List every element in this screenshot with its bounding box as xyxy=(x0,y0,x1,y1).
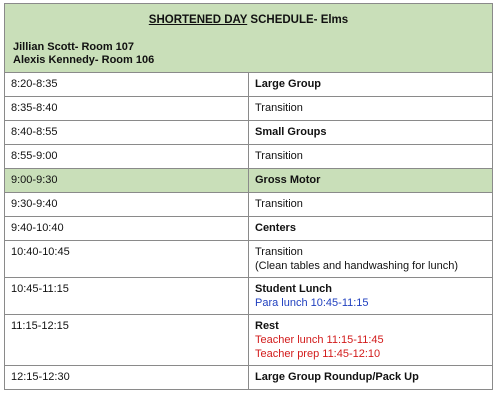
time-cell: 11:15-12:15 xyxy=(5,315,249,366)
table-row xyxy=(5,193,493,217)
activity-cell: Transition xyxy=(249,97,493,121)
teacher-lunch-note: Teacher lunch 11:15-11:45 xyxy=(255,334,384,346)
activity-cell xyxy=(249,315,493,366)
table-row xyxy=(5,366,493,390)
time-cell: 12:15-12:30 xyxy=(5,366,249,390)
table-row xyxy=(5,217,493,241)
schedule-table xyxy=(4,3,493,390)
activity-cell: Gross Motor xyxy=(249,169,493,193)
activity-cell: Large Group xyxy=(249,73,493,97)
activity-label: Student Lunch xyxy=(255,283,332,295)
table-row xyxy=(5,145,493,169)
time-cell: 8:35-8:40 xyxy=(5,97,249,121)
time-cell: 9:30-9:40 xyxy=(5,193,249,217)
activity-label: Transition xyxy=(255,246,303,258)
activity-note: (Clean tables and handwashing for lunch) xyxy=(255,260,459,272)
activity-cell xyxy=(249,278,493,315)
teacher-prep-note: Teacher prep 11:45-12:10 xyxy=(255,348,381,360)
activity-cell: Small Groups xyxy=(249,121,493,145)
schedule-title xyxy=(13,13,484,27)
time-cell: 8:55-9:00 xyxy=(5,145,249,169)
title-rest: SCHEDULE- Elms xyxy=(247,14,349,26)
table-row xyxy=(5,315,493,366)
activity-cell: Transition xyxy=(249,193,493,217)
activity-cell: Centers xyxy=(249,217,493,241)
title-underlined: SHORTENED DAY xyxy=(148,14,248,26)
header-cell xyxy=(5,4,493,73)
teacher-1: Jillian Scott- Room 107 xyxy=(13,41,135,53)
time-cell: 8:20-8:35 xyxy=(5,73,249,97)
activity-cell xyxy=(249,241,493,278)
time-cell: 10:40-10:45 xyxy=(5,241,249,278)
table-row xyxy=(5,121,493,145)
activity-label: Rest xyxy=(255,320,279,332)
table-row xyxy=(5,73,493,97)
table-row xyxy=(5,97,493,121)
para-lunch-note: Para lunch 10:45-11:15 xyxy=(255,297,369,309)
time-cell: 9:00-9:30 xyxy=(5,169,249,193)
time-cell: 8:40-8:55 xyxy=(5,121,249,145)
table-row xyxy=(5,278,493,315)
teacher-names xyxy=(13,41,484,67)
activity-cell: Large Group Roundup/Pack Up xyxy=(249,366,493,390)
time-cell: 9:40-10:40 xyxy=(5,217,249,241)
header-row xyxy=(5,4,493,73)
table-row xyxy=(5,241,493,278)
teacher-2: Alexis Kennedy- Room 106 xyxy=(13,54,155,66)
activity-cell: Transition xyxy=(249,145,493,169)
table-row-highlighted xyxy=(5,169,493,193)
schedule-document xyxy=(4,3,493,399)
time-cell: 10:45-11:15 xyxy=(5,278,249,315)
